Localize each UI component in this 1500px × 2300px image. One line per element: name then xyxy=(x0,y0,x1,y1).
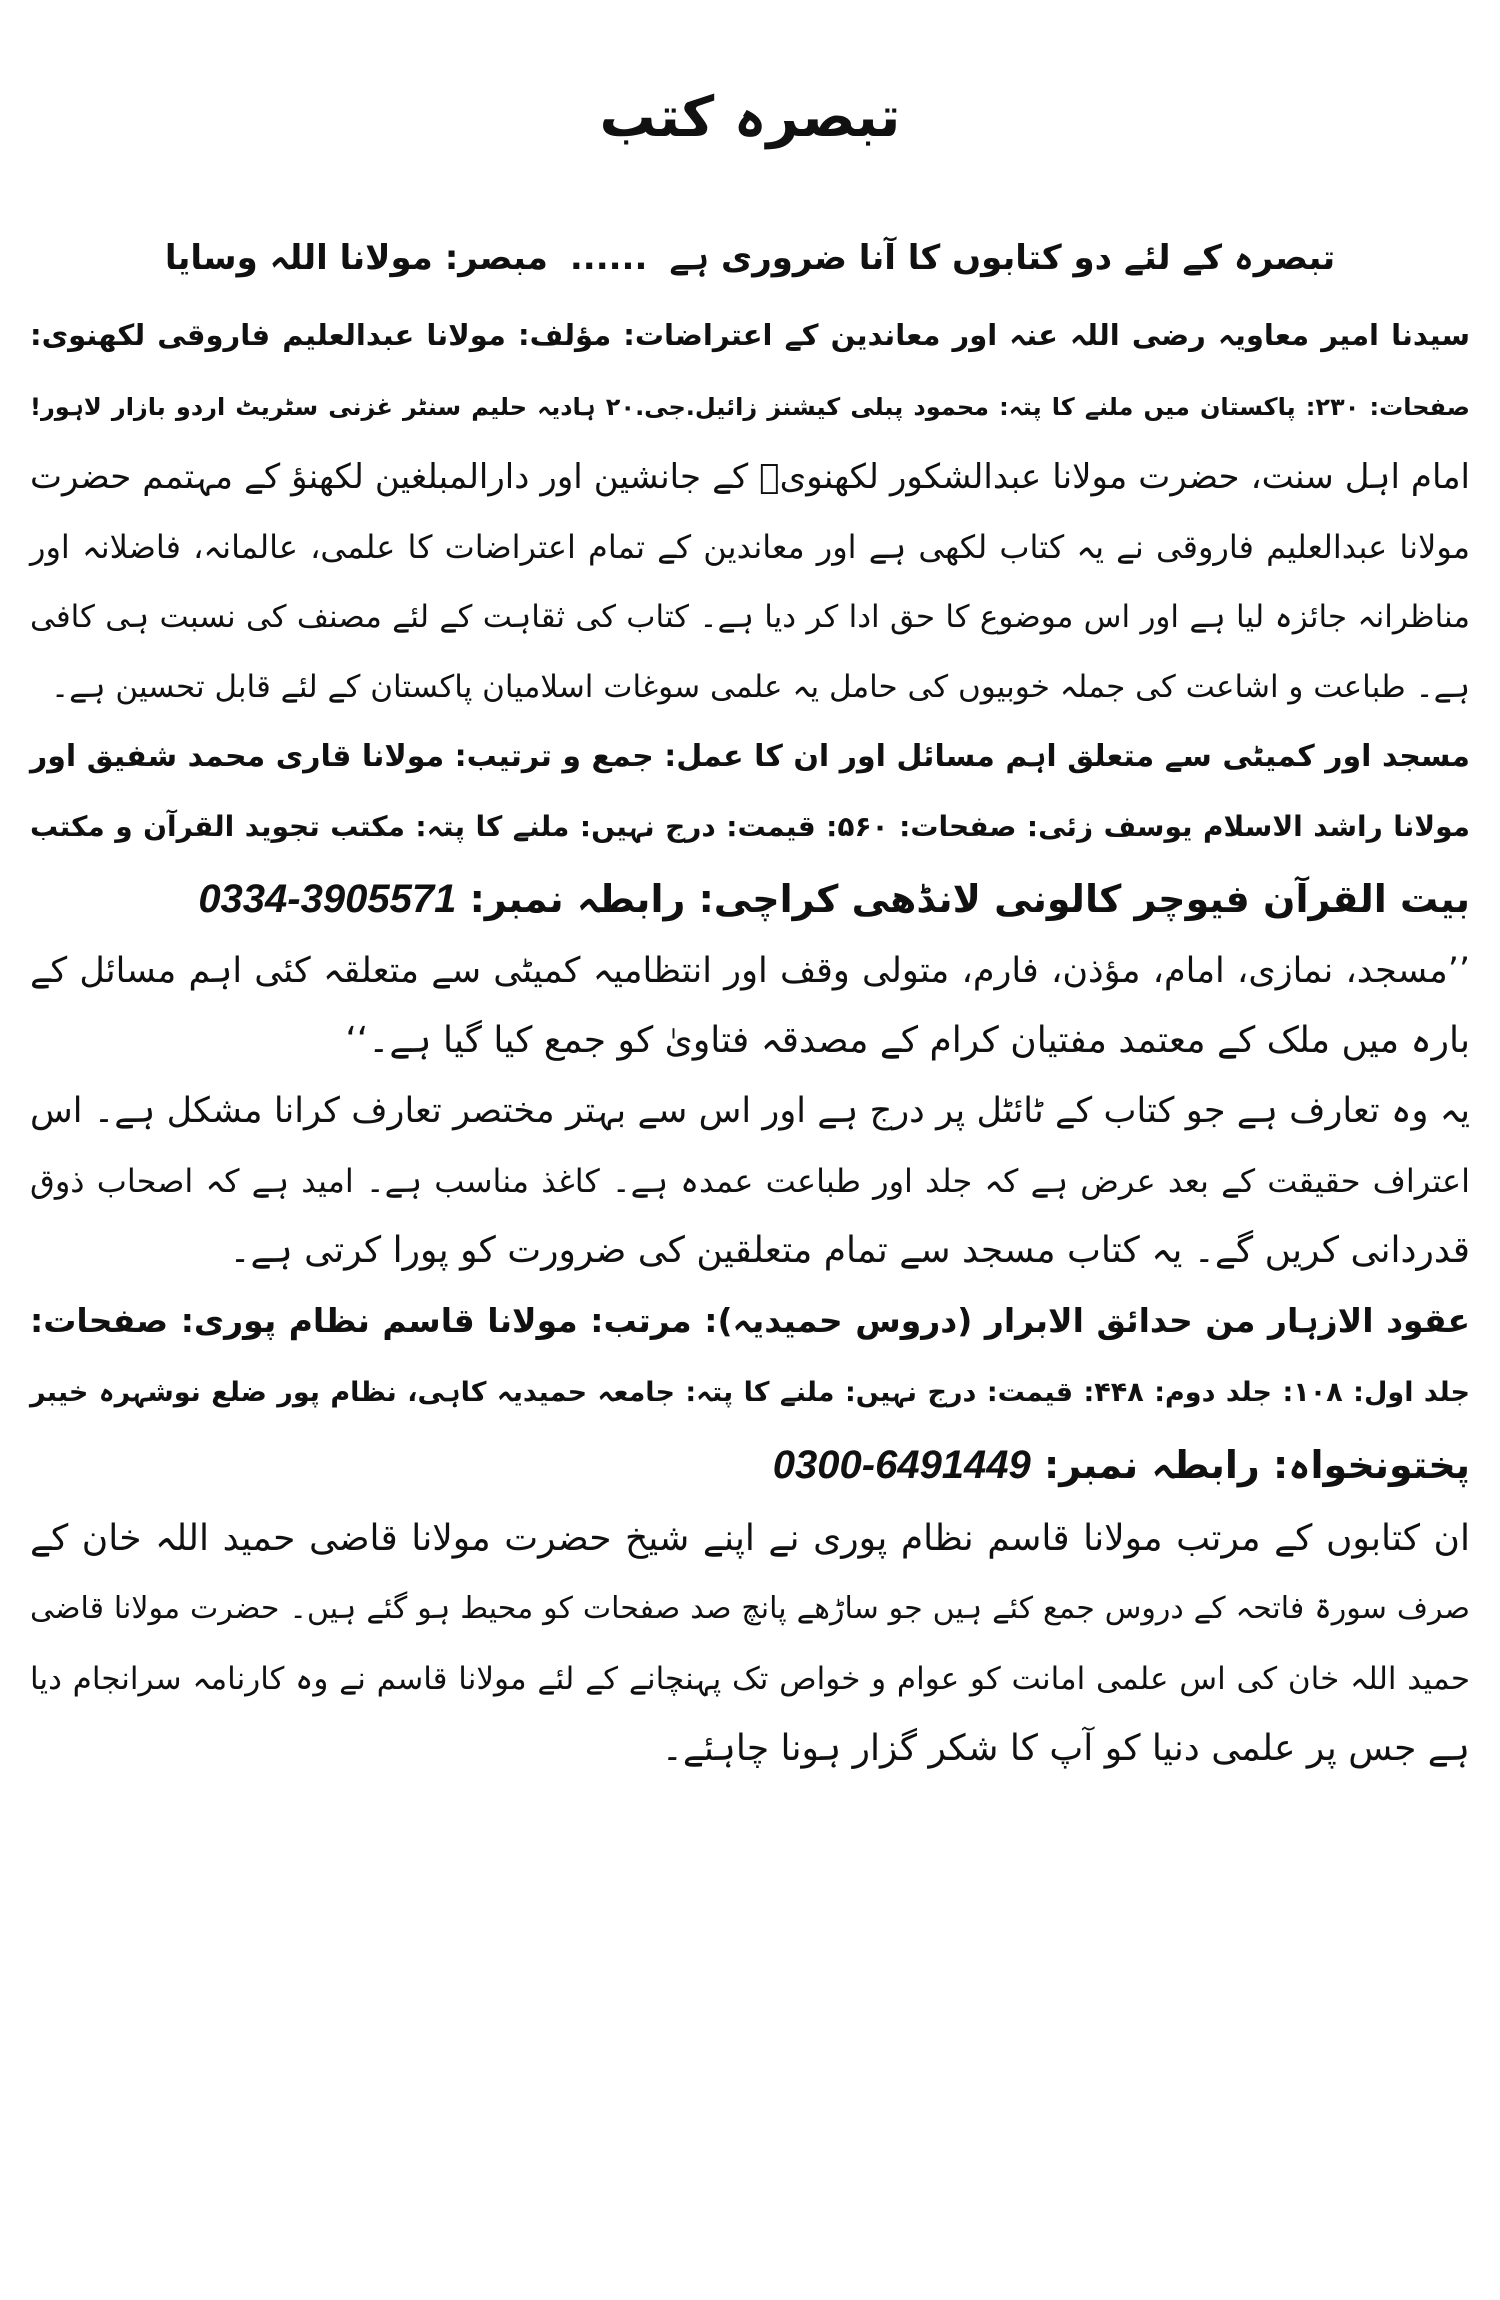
book3-review-line: حمید اللہ خان کی اس علمی امانت کو عوام و خواص تک پہنچانے کے لئے مولانا قاسم نے وہ کارنامہ سرانجام دیا xyxy=(30,1661,1470,1697)
reviewer-name: مبصر: مولانا اللہ وسایا xyxy=(164,238,548,278)
book1-review-line: امام اہل سنت، حضرت مولانا عبدالشکور لکھنویؒ کے جانشین اور دارالمبلغین لکھنؤ کے مہتمم حضرت xyxy=(30,457,1470,497)
book2-heading: مسجد اور کمیٹی سے متعلق اہم مسائل اور ان کا عمل: جمع و ترتیب: مولانا قاری محمد شفیق اور xyxy=(30,739,1470,774)
book3-review-line: ہے جس پر علمی دنیا کو آپ کا شکر گزار ہونا چاہئے۔ xyxy=(661,1728,1470,1769)
book2-quote-line: بارہ میں ملک کے معتمد مفتیان کرام کے مصدقہ فتاویٰ کو جمع کیا گیا ہے۔‘‘ xyxy=(345,1020,1470,1061)
book1-review-line: مولانا عبدالعلیم فاروقی نے یہ کتاب لکھی ہے اور معاندین کے تمام اعتراضات کا علمی، عالمانہ، فاضلانہ اور xyxy=(30,528,1470,566)
book2-details: مولانا راشد الاسلام یوسف زئی: صفحات: ۵۶۰: قیمت: درج نہیں: ملنے کا پتہ: مکتب تجوید القرآن و مکتب xyxy=(30,810,1470,843)
book3-heading: عقود الازہار من حدائق الابرار (دروس حمیدیہ): مرتب: مولانا قاسم نظام پوری: صفحات: xyxy=(30,1301,1470,1340)
book2-review-line: یہ وہ تعارف ہے جو کتاب کے ٹائٹل پر درج ہے اور اس سے بہتر مختصر تعارف کرانا مشکل ہے۔ اس xyxy=(30,1091,1470,1131)
book1-review-line: ہے۔ طباعت و اشاعت کی جملہ خوبیوں کی حامل یہ علمی سوغات اسلامیان پاکستان کے لئے قابل تحسین ہے۔ xyxy=(51,669,1470,705)
book2-phone: 0334-3905571 xyxy=(198,877,457,921)
book3-review-line: صرف سورۃ فاتحہ کے دروس جمع کئے ہیں جو ساڑھے پانچ صد صفحات کو محیط ہو گئے ہیں۔ حضرت مولانا قاضی xyxy=(30,1591,1470,1626)
page-title: تبصرہ کتب xyxy=(599,85,901,150)
book3-details: جلد اول: ۱۰۸: جلد دوم: ۴۴۸: قیمت: درج نہیں: ملنے کا پتہ: جامعہ حمیدیہ کاہی، نظام پور ضلع نوشہرہ خیبر xyxy=(30,1377,1470,1408)
book1-details: صفحات: ۲۳۰: پاکستان میں ملنے کا پتہ: محمود پبلی کیشنز زائیل.جی.۲۰ ہادیہ حلیم سنٹر غزنی سٹریٹ اردو بازار لاہور! xyxy=(30,393,1470,421)
book1-review-line: مناظرانہ جائزہ لیا ہے اور اس موضوع کا حق ادا کر دیا ہے۔ کتاب کی ثقاہت کے لئے مصنف کی نسبت ہی کافی xyxy=(30,599,1470,635)
book2-contact xyxy=(30,864,1470,934)
review-subheader xyxy=(30,228,1470,288)
book2-address: بیت القرآن فیوچر کالونی لانڈھی کراچی: رابطہ نمبر: xyxy=(469,877,1470,921)
book3-phone: 0300-6491449 xyxy=(772,1443,1031,1487)
review-page xyxy=(30,0,1470,2300)
book2-quote-line: ’’مسجد، نمازی، امام، مؤذن، فارم، متولی وقف اور انتظامیہ کمیٹی سے متعلقہ کئی اہم مسائل کے xyxy=(30,951,1470,991)
book3-address: پختونخواہ: رابطہ نمبر: xyxy=(1044,1443,1470,1487)
submission-note: تبصرہ کے لئے دو کتابوں کا آنا ضروری ہے xyxy=(669,238,1336,278)
book1-heading: سیدنا امیر معاویہ رضی اللہ عنہ اور معاندین کے اعتراضات: مؤلف: مولانا عبدالعلیم فاروقی لکھنوی: xyxy=(30,318,1470,352)
book2-review-line: اعتراف حقیقت کے بعد عرض ہے کہ جلد اور طباعت عمدہ ہے۔ کاغذ مناسب ہے۔ امید ہے کہ اصحاب ذوق xyxy=(30,1162,1470,1200)
book2-review-line: قدردانی کریں گے۔ یہ کتاب مسجد سے تمام متعلقین کی ضرورت کو پورا کرتی ہے۔ xyxy=(229,1230,1470,1271)
book3-contact xyxy=(30,1430,1470,1500)
separator: ...... xyxy=(569,238,648,278)
book3-review-line: ان کتابوں کے مرتب مولانا قاسم نظام پوری نے اپنے شیخ حضرت مولانا قاضی حمید اللہ خان کے xyxy=(30,1518,1470,1559)
